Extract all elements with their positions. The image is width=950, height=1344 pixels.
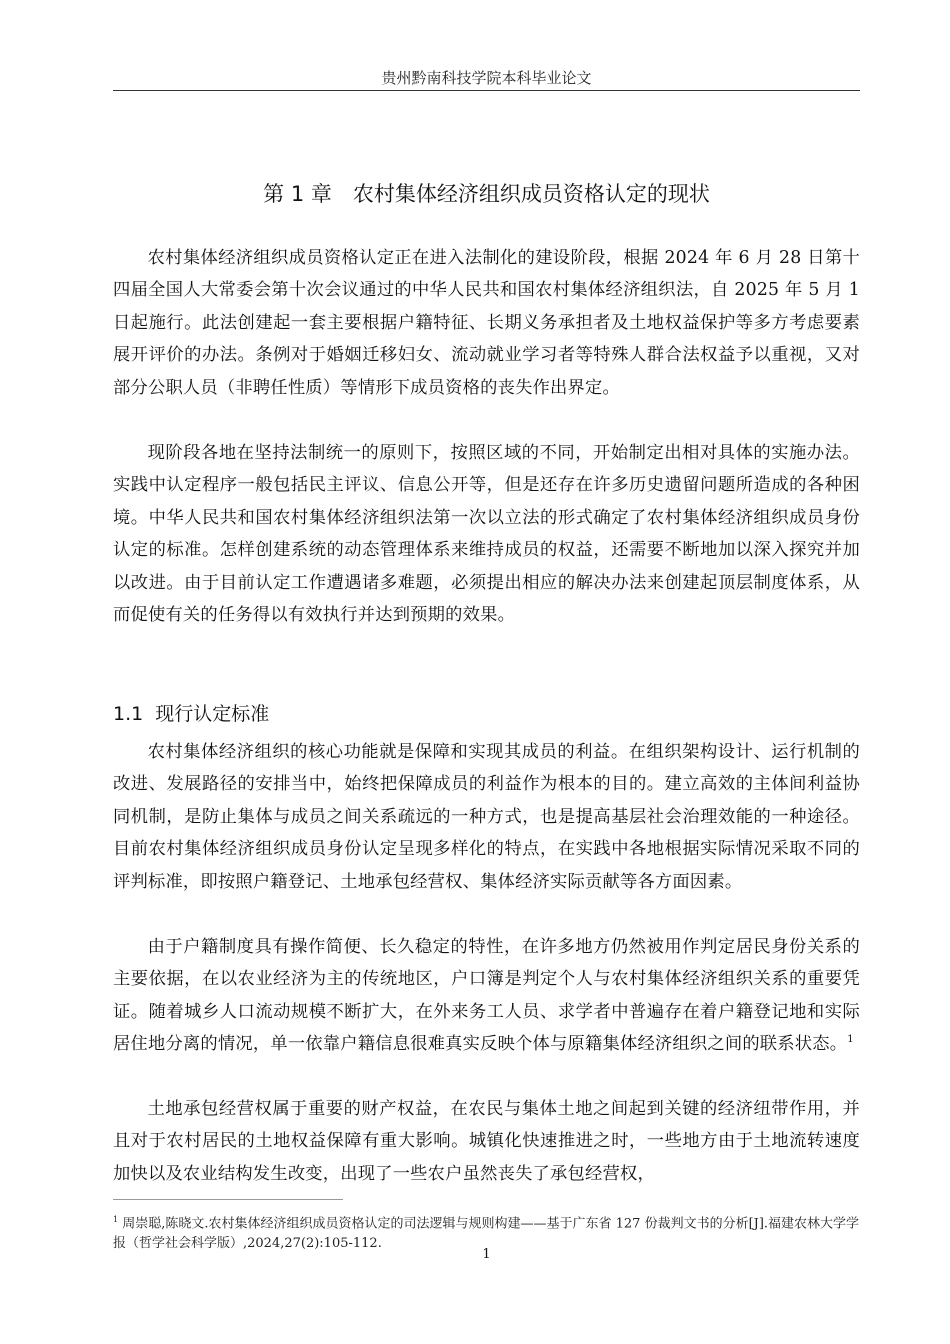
footnote-text: 周崇聪,陈晓文.农村集体经济组织成员资格认定的司法逻辑与规则构建——基于广东省 127 份裁判文书的分析[J].福建农林大学学报（哲学社会科学版）,2024,27(2):105-112. [113, 1216, 860, 1252]
body-paragraph: 现阶段各地在坚持法制统一的原则下，按照区域的不同，开始制定出相对具体的实施办法。实践中认定程序一般包括民主评议、信息公开等，但是还存在许多历史遗留问题所造成的各种困境。中华人民共和国农村集体经济组织法第一次以立法的形式确定了农村集体经济组织成员身份认定的标准。怎样创建系统的动态管理体系来维持成员的权益，还需要不断地加以深入探究并加以改进。由于目前认定工作遭遇诸多难题，必须提出相应的解决办法来创建起顶层制度体系，从而促使有关的任务得以有效执行并达到预期的效果。 [113, 443, 860, 626]
chapter-title: 第 1 章 农村集体经济组织成员资格认定的现状 [263, 182, 710, 206]
footnote-reference: 1 [847, 1034, 854, 1046]
section-heading [113, 697, 269, 731]
body-paragraph: 土地承包经营权属于重要的财产权益，在农民与集体土地之间起到关键的经济纽带作用，并且对于农村居民的土地权益保障有重大影响。城镇化快速推进之时，一些地方由于土地流转速度加快以及农业结构发生改变，出现了一些农户虽然丧失了承包经营权， [113, 1099, 860, 1184]
running-header: 贵州黔南科技学院本科毕业论文 [113, 66, 860, 91]
section-title-text: 现行认定标准 [155, 703, 270, 725]
body-paragraph: 农村集体经济组织的核心功能就是保障和实现其成员的利益。在组织架构设计、运行机制的改进、发展路径的安排当中，始终把保障成员的利益作为根本的目的。建立高效的主体间利益协同机制，是防止集体与成员之间关系疏远的一种方式，也是提高基层社会治理效能的一种途径。目前农村集体经济组织成员身份认定呈现多样化的特点，在实践中各地根据实际情况采取不同的评判标准，即按照户籍登记、土地承包经营权、集体经济实际贡献等各方面因素。 [113, 742, 860, 892]
body-paragraph [113, 931, 860, 1061]
body-paragraph: 农村集体经济组织成员资格认定正在进入法制化的建设阶段，根据 2024 年 6 月 28 日第十四届全国人大常委会第十次会议通过的中华人民共和国农村集体经济组织法，自 2025 年 5 月 1 日起施行。此法创建起一套主要根据户籍特征、长期义务承担者及土地权益保护等多方考虑要素展开评价的办法。条例对于婚姻迁移妇女、流动就业学习者等特殊人群合法权益予以重视，又对部分公职人员（非聘任性质）等情形下成员资格的丧失作出界定。 [113, 248, 860, 398]
footnote-marker: 1 [113, 1215, 119, 1224]
page-number: 1 [482, 1247, 491, 1262]
footnote-divider [113, 1199, 343, 1200]
section-number: 1.1 [113, 703, 144, 725]
body-paragraph-text: 由于户籍制度具有操作简便、长久稳定的特性，在许多地方仍然被用作判定居民身份关系的主要依据，在以农业经济为主的传统地区，户口簿是判定个人与农村集体经济组织关系的重要凭证。随着城乡人口流动规模不断扩大，在外来务工人员、求学者中普遍存在着户籍登记地和实际居住地分离的情况，单一依靠户籍信息很难真实反映个体与原籍集体经济组织之间的联系状态。 [113, 937, 860, 1055]
